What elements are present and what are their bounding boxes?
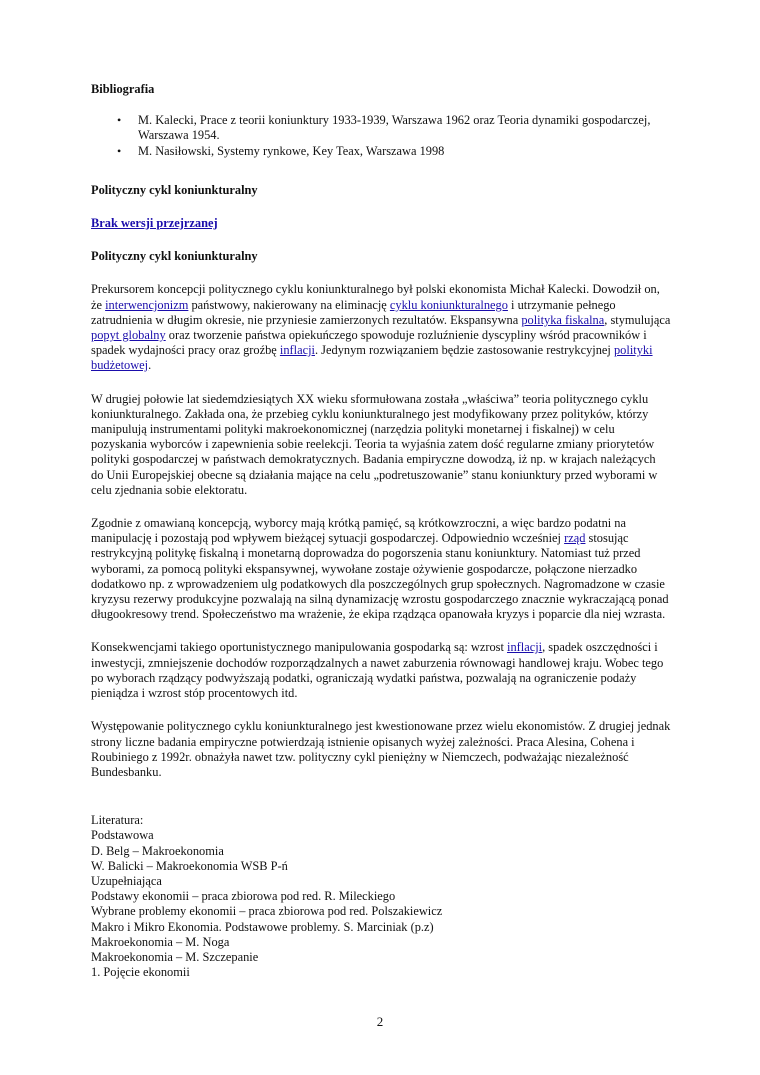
literature-line: Podstawy ekonomii – praca zbiorowa pod red. R. Mileckiego	[91, 889, 396, 904]
literature-line: Makroekonomia – M. Szczepanie	[91, 949, 259, 964]
text: , spadek oszczędności i inwestycji, zmniejszenie dochodów rozporządzalnych a nawet zaburzenia równowagi handlowej kraju. Wobec tego po wyborach rządzący podwyższają podatki, ograniczają wydatki państwa, pozwalają na ograniczenie podaży pieniądza i wzrost stóp procentowych itd.	[91, 640, 664, 701]
inflacja-link[interactable]: inflacji	[507, 640, 543, 655]
literature-line: 1. Pojęcie ekonomii	[91, 965, 190, 980]
paragraph-1	[91, 282, 671, 373]
paragraph-4	[91, 640, 671, 701]
literature-line: Podstawowa	[91, 828, 154, 843]
text: stosując restrykcyjną politykę fiskalną i monetarną doprowadza do pogorszenia stanu koniunktury. Natomiast tuż przed wyborami, za pomocą polityki ekspansywnej, wywołane zostaje ożywienie gospodarcze, połączone nierzadko dodatkowo np. z wprowadzeniem ulg podatkowych dla poszczególnych grup społecznych. Nagromadzone w czasie kryzysu rezerwy produkcyjne pozwalają na silną dynamizację wzrostu gospodarczego znacznie wykraczającą ponad długookresowy trend. Społeczeństwo ma wrażenie, że ekipa rządząca opanowała kryzys i poparcie dla niej wzrasta.	[91, 531, 669, 622]
paragraph-3	[91, 516, 671, 622]
popyt-globalny-link[interactable]: popyt globalny	[91, 328, 166, 343]
polityka-fiskalna-link[interactable]: polityka fiskalna	[521, 312, 605, 327]
cykl-koniunkturalny-link[interactable]: cyklu koniunkturalnego	[389, 297, 508, 312]
bibliography-list	[91, 113, 671, 159]
literature-list	[91, 813, 671, 980]
no-reviewed-version-link-wrap	[91, 216, 671, 231]
section-title: Polityczny cykl koniunkturalny	[91, 249, 258, 264]
literature-line: Makroekonomia – M. Noga	[91, 934, 230, 949]
section-title: Polityczny cykl koniunkturalny	[91, 182, 258, 197]
bibliography-item: • M. Nasiłowski, Systemy rynkowe, Key Teax, Warszawa 1998	[138, 144, 671, 159]
text: .	[148, 358, 152, 373]
page-number: 2	[376, 1014, 384, 1029]
text: państwowy, nakierowany na eliminację	[188, 297, 390, 312]
paragraph-2: W drugiej połowie lat siedemdziesiątych XX wieku sformułowana została „właściwa” teoria politycznego cyklu koniunkturalnego. Zakłada ona, że przebieg cyklu koniunkturalnego jest modyfikowany przez polityków, którzy manipulują instrumentami polityki makroekonomicznej (narzędzia polityki monetarnej i fiskalnej) w celu pozyskania wyborców i zapewnienia sobie reelekcji. Teoria ta wyjaśnia zatem dość regularne zmiany priorytetów polityki gospodarczej w państwach demokratycznych. Badania empiryczne dowodzą, iż np. w krajach należących do Unii Europejskiej obecne są działania mające na celu „podretuszowanie” stanu koniunktury przed wyborami w celu zjednania sobie elektoratu.	[91, 391, 658, 497]
text: i utrzymanie pełnego zatrudnienia w długim okresie, nie przyniesie zamierzonych rezultatów. Ekspansywna	[91, 297, 616, 327]
literature-line: W. Balicki – Makroekonomia WSB P-ń	[91, 858, 288, 873]
bibliography-item: • M. Kalecki, Prace z teorii koniunktury 1933-1939, Warszawa 1962 oraz Teoria dynamiki gospodarczej, Warszawa 1954.	[138, 113, 671, 143]
rzad-link[interactable]: rząd	[564, 531, 586, 546]
interwencjonizm-link[interactable]: interwencjonizm	[105, 297, 189, 312]
literature-line: D. Belg – Makroekonomia	[91, 843, 224, 858]
no-reviewed-version-link[interactable]: Brak wersji przejrzanej	[91, 216, 218, 231]
literature-line: Makro i Mikro Ekonomia. Podstawowe problemy. S. Marciniak (p.z)	[91, 919, 434, 934]
literature-line: Literatura:	[91, 813, 144, 828]
text: oraz tworzenie państwa opiekuńczego spowoduje rozluźnienie dyscypliny wśród pracowników i spadek wydajności pracy oraz groźbę	[91, 328, 647, 358]
literature-line: Uzupełniająca	[91, 873, 162, 888]
inflacja-link[interactable]: inflacji	[279, 343, 315, 358]
paragraph-5: Występowanie politycznego cyklu koniunkturalnego jest kwestionowane przez wielu ekonomistów. Z drugiej jednak strony liczne badania empiryczne potwierdzają istnienie opisanych wyżej zależności. Praca Alesina, Cohena i Roubiniego z 1992r. obnażyła nawet tzw. polityczny cykl pieniężny w Niemczech, podważając niezależność Bundesbanku.	[91, 719, 671, 779]
text: Zgodnie z omawianą koncepcją, wyborcy mają krótką pamięć, są krótkowzroczni, a więc bardzo podatni na manipulację i pozostają pod wpływem bieżącej sytuacji gospodarczej. Odpowiednio wcześniej	[91, 516, 626, 546]
polityka-budzetowa-link[interactable]: polityki budżetowej	[91, 343, 653, 373]
text: Konsekwencjami takiego oportunistycznego manipulowania gospodarką są: wzrost	[91, 640, 508, 655]
bibliography-heading: Bibliografia	[91, 82, 155, 96]
text: Prekursorem koncepcji politycznego cyklu koniunkturalnego był polski ekonomista Michał Kalecki. Dowodził on, że	[91, 282, 660, 312]
text: , stymulująca	[604, 312, 671, 327]
document-page	[91, 82, 671, 980]
text: . Jedynym rozwiązaniem będzie zastosowanie restrykcyjnej	[314, 343, 614, 358]
literature-line: Wybrane problemy ekonomii – praca zbiorowa pod red. Polszakiewicz	[91, 904, 443, 919]
